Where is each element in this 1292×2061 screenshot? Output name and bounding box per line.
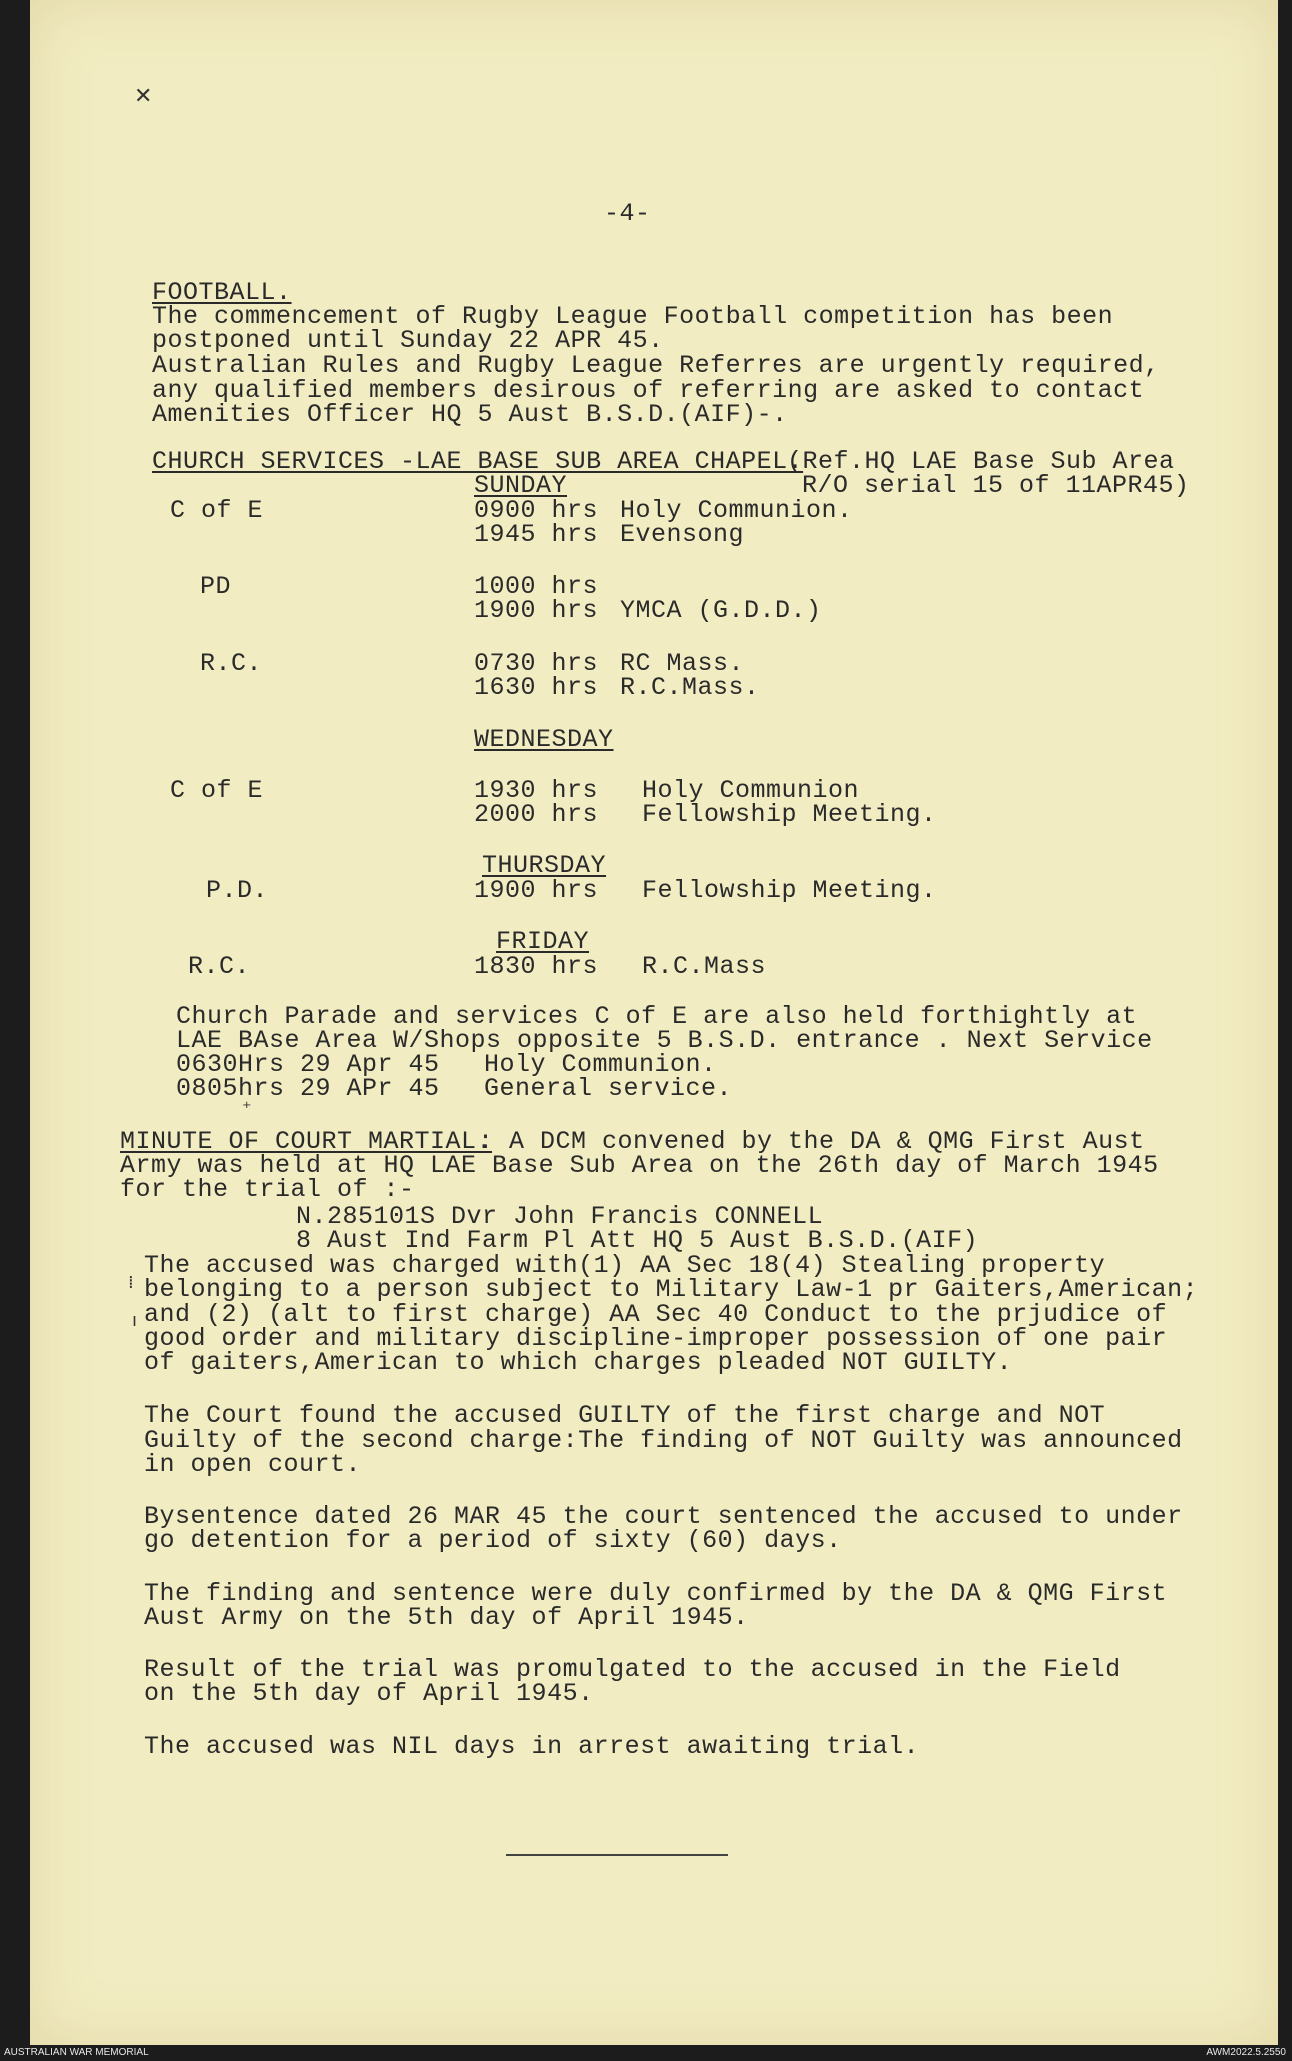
service-time: 1000 hrs	[474, 572, 599, 601]
accused-line: 8 Aust Ind Farm Pl Att HQ 5 Aust B.S.D.(AIF)	[296, 1226, 979, 1255]
court-martial-intro: Army was held at HQ LAE Base Sub Area on the 26th day of March 1945	[120, 1151, 1159, 1180]
service-name: Holy Communion	[642, 776, 860, 805]
court-martial-intro: for the trial of :-	[120, 1175, 415, 1204]
service-time: 0730 hrs	[474, 649, 599, 678]
charge-line: and (2) (alt to first charge) AA Sec 40 Conduct to the prjudice of	[144, 1300, 1168, 1329]
service-time: 1900 hrs	[474, 876, 599, 905]
church-heading: CHURCH SERVICES -LAE BASE SUB AREA CHAPEL.	[152, 447, 804, 476]
service-name: Fellowship Meeting.	[642, 800, 937, 829]
page-number: -4-	[604, 199, 651, 228]
denomination: R.C.	[188, 952, 251, 981]
football-line: Australian Rules and Rugby League Referres are urgently required,	[152, 351, 1160, 380]
sentence-line: go detention for a period of sixty (60) days.	[144, 1526, 842, 1555]
result-line: on the 5th day of April 1945.	[144, 1679, 594, 1708]
denomination: P.D.	[206, 876, 269, 905]
arrest-line: The accused was NIL days in arrest awaiting trial.	[144, 1732, 920, 1761]
football-heading: FOOTBALL.	[152, 278, 292, 307]
service-name: YMCA (G.D.D.)	[620, 596, 822, 625]
ink-mark: ⁞	[128, 1272, 134, 1293]
football-line: any qualified members desirous of referring are asked to contact	[152, 376, 1145, 405]
confirm-line: The finding and sentence were duly confirmed by the DA & QMG First	[144, 1579, 1168, 1608]
football-line: postponed until Sunday 22 APR 45.	[152, 326, 664, 355]
denomination: C of E	[170, 496, 264, 525]
parade-service: Holy Communion.	[484, 1050, 717, 1079]
footer-right: AWM2022.5.2550	[1206, 2047, 1286, 2058]
confirm-line: Aust Army on the 5th day of April 1945.	[144, 1603, 749, 1632]
charge-line: belonging to a person subject to Military Law-1 pr Gaiters,American;	[144, 1275, 1199, 1304]
day-heading-wednesday: WEDNESDAY	[474, 725, 614, 754]
sentence-line: Bysentence dated 26 MAR 45 the court sentenced the accused to under	[144, 1502, 1183, 1531]
charge-line: The accused was charged with(1) AA Sec 18(4) Stealing property	[144, 1251, 1106, 1280]
parade-date: 0630Hrs 29 Apr 45	[176, 1050, 440, 1079]
service-time: 1945 hrs	[474, 520, 599, 549]
parade-line: LAE BAse Area W/Shops opposite 5 B.S.D. entrance . Next Service	[176, 1026, 1153, 1055]
service-name: R.C.Mass.	[620, 673, 760, 702]
ink-mark: ⁺	[242, 1098, 252, 1119]
service-time: 1900 hrs	[474, 596, 599, 625]
day-heading-friday: FRIDAY	[496, 927, 590, 956]
charge-line: of gaiters,American to which charges pleaded NOT GUILTY.	[144, 1348, 1013, 1377]
document-page	[30, 0, 1278, 2045]
church-ref: (Ref.HQ LAE Base Sub Area	[787, 447, 1175, 476]
denomination: R.C.	[200, 649, 263, 678]
service-time: 1930 hrs	[474, 776, 599, 805]
service-name: Holy Communion.	[620, 496, 853, 525]
football-line: The commencement of Rugby League Football competition has been	[152, 302, 1114, 331]
court-martial-intro: : A DCM convened by the DA & QMG First Aust	[478, 1127, 1145, 1156]
church-ref: R/O serial 15 of 11APR45)	[802, 471, 1190, 500]
charge-line: good order and military discipline-improper possession of one pair	[144, 1324, 1168, 1353]
ink-mark: ✕	[134, 84, 153, 109]
football-line: Amenities Officer HQ 5 Aust B.S.D.(AIF)-.	[152, 400, 788, 429]
finding-line: The Court found the accused GUILTY of the first charge and NOT	[144, 1401, 1106, 1430]
day-heading-thursday: THURSDAY	[482, 851, 607, 880]
parade-line: Church Parade and services C of E are also held forthightly at	[176, 1002, 1138, 1031]
service-name: RC Mass.	[620, 649, 745, 678]
service-time: 2000 hrs	[474, 800, 599, 829]
footer-left: AUSTRALIAN WAR MEMORIAL	[4, 2047, 149, 2058]
service-time: 1630 hrs	[474, 673, 599, 702]
court-martial-heading: MINUTE OF COURT MARTIAL.	[120, 1127, 493, 1156]
service-name: Evensong	[620, 520, 745, 549]
finding-line: in open court.	[144, 1450, 362, 1479]
denomination: C of E	[170, 776, 264, 805]
denomination: PD	[200, 572, 232, 601]
finding-line: Guilty of the second charge:The finding of NOT Guilty was announced	[144, 1426, 1183, 1455]
service-time: 1830 hrs	[474, 952, 599, 981]
closing-rule	[506, 1854, 728, 1856]
accused-line: N.285101S Dvr John Francis CONNELL	[296, 1202, 824, 1231]
footer-bar	[0, 2045, 1292, 2061]
service-name: R.C.Mass	[642, 952, 767, 981]
day-heading-sunday: SUNDAY	[474, 471, 568, 500]
service-time: 0900 hrs	[474, 496, 599, 525]
result-line: Result of the trial was promulgated to the accused in the Field	[144, 1655, 1121, 1684]
parade-date: 0805hrs 29 APr 45	[176, 1074, 440, 1103]
service-name: Fellowship Meeting.	[642, 876, 937, 905]
ink-mark: ı	[132, 1310, 138, 1331]
parade-service: General service.	[484, 1074, 733, 1103]
